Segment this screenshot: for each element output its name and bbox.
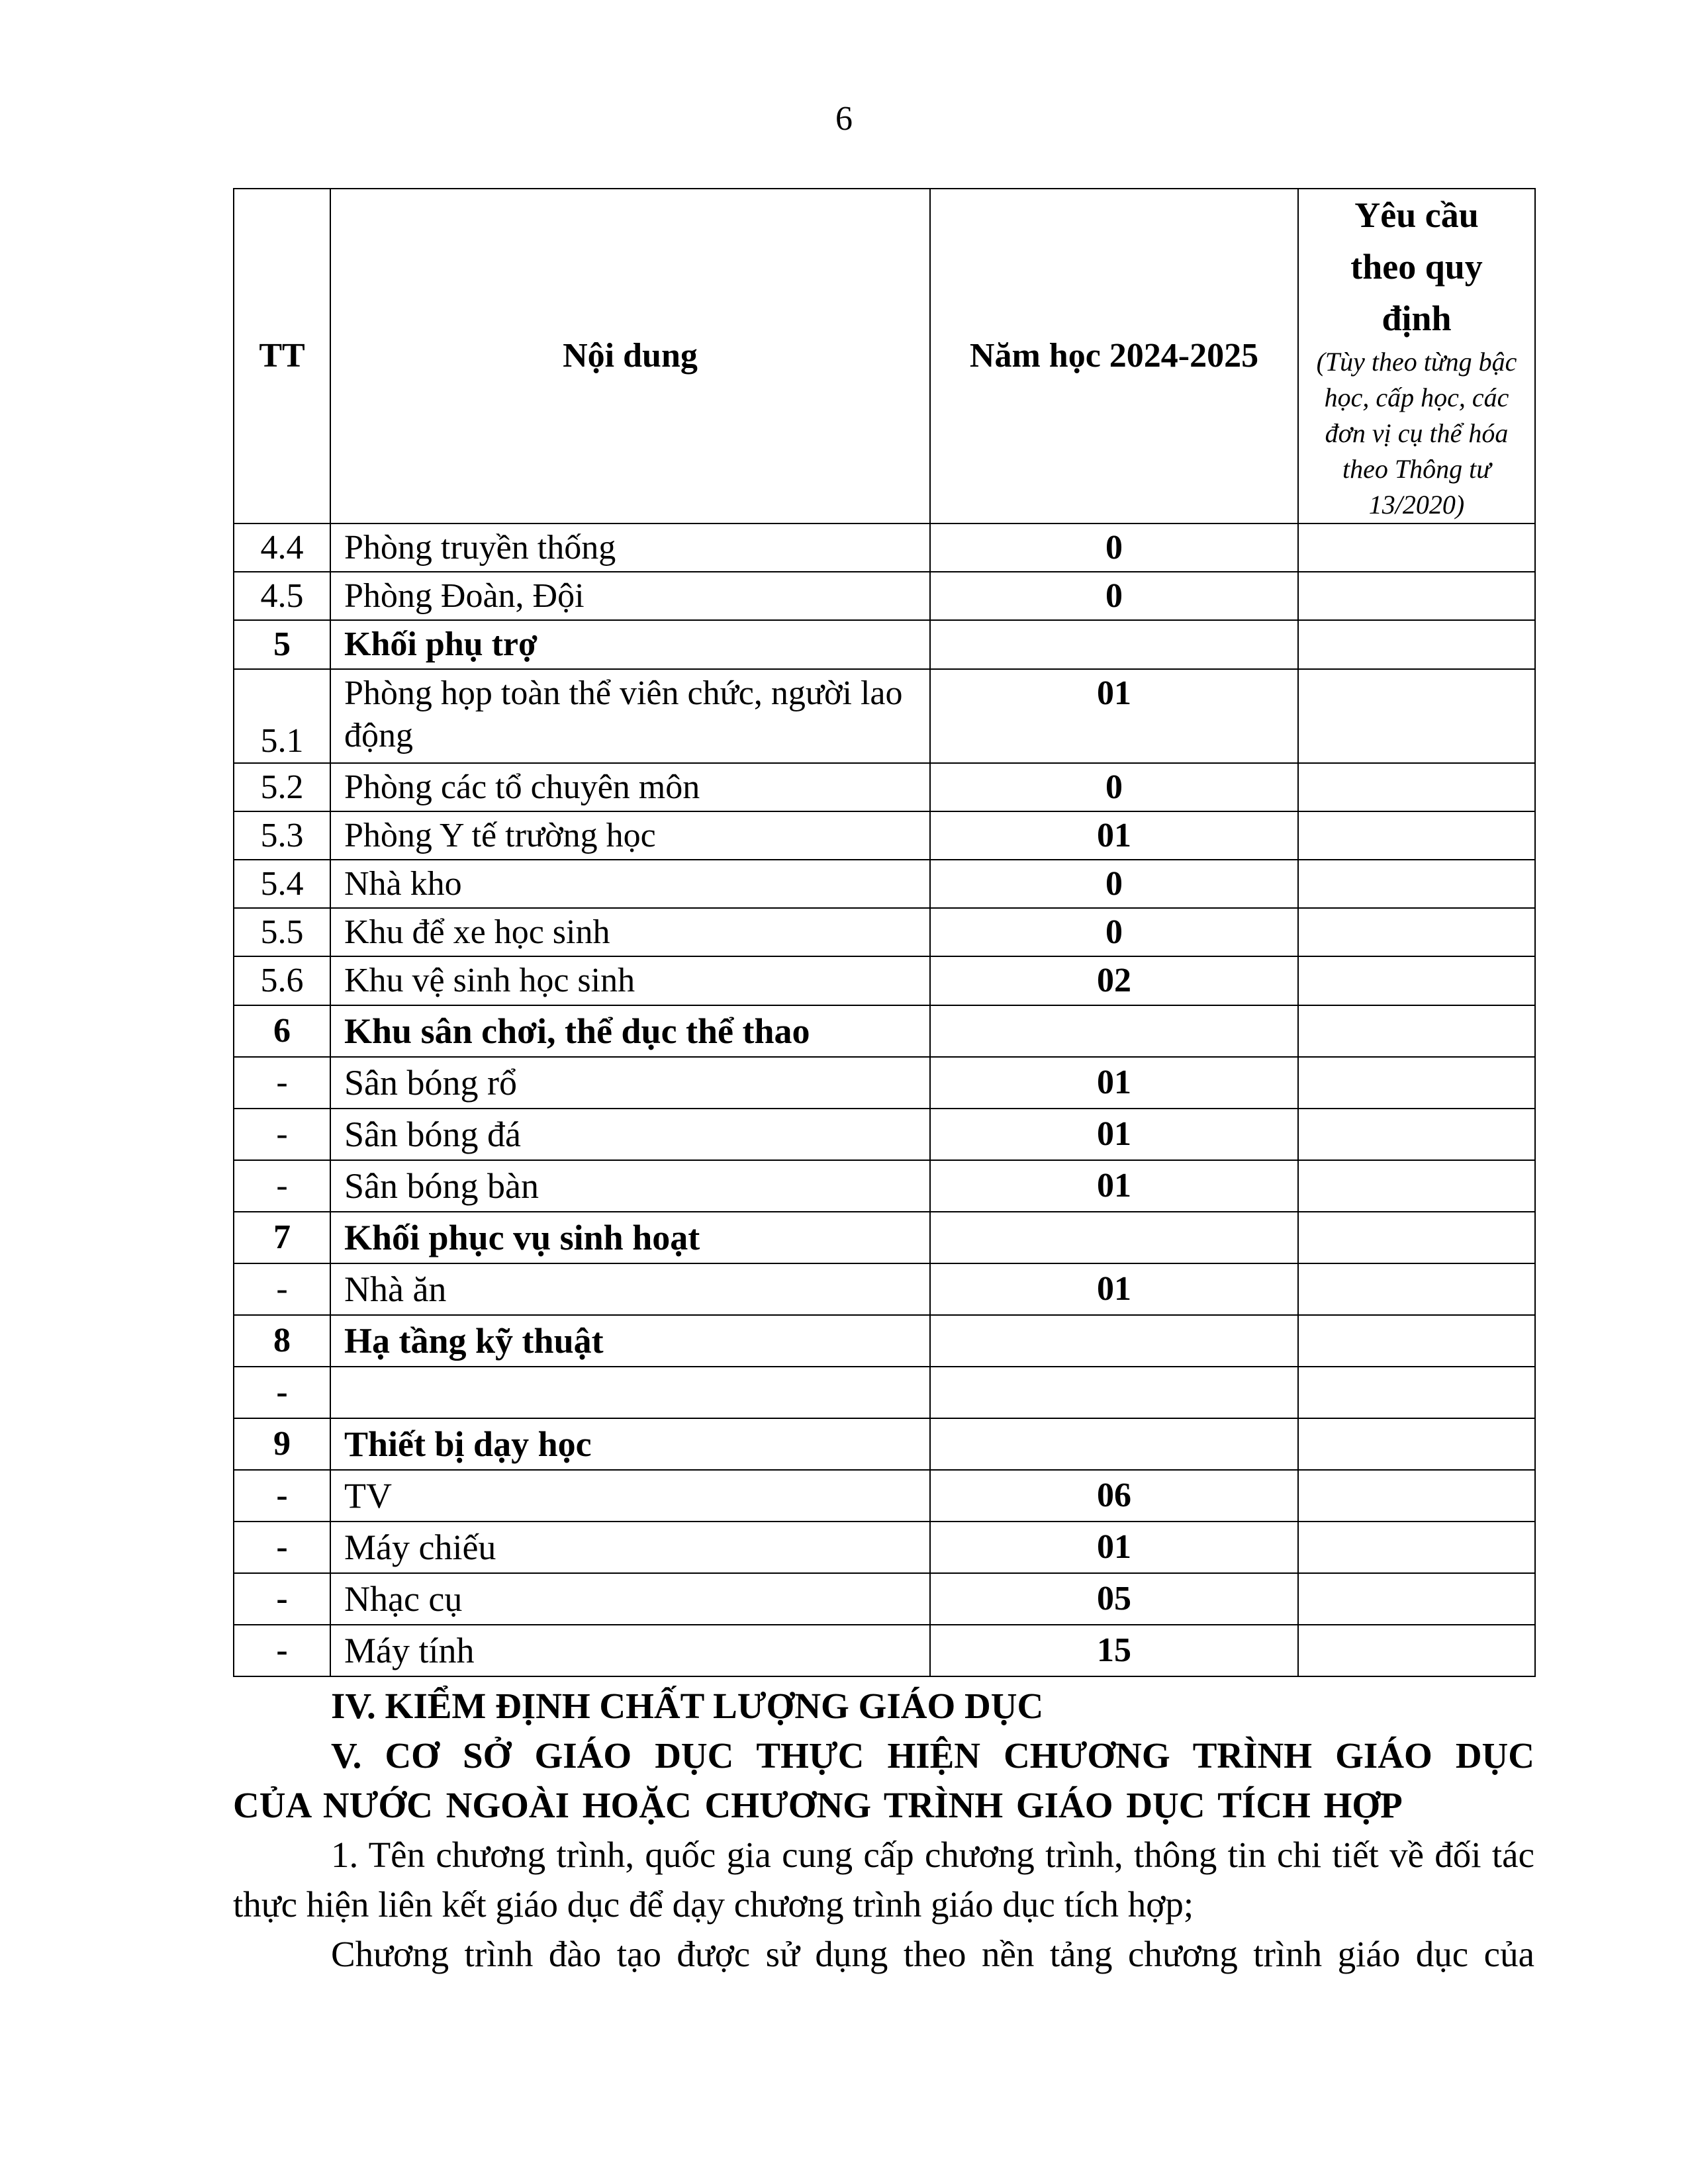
- row-requirement: [1298, 1470, 1535, 1522]
- row-value: 01: [930, 669, 1298, 763]
- row-content: Sân bóng bàn: [330, 1160, 930, 1212]
- row-tt: 5.4: [234, 860, 330, 908]
- row-content: Khu để xe học sinh: [330, 908, 930, 956]
- table-row: [234, 1573, 1535, 1625]
- table-row: [234, 1315, 1535, 1367]
- table-row: [234, 1005, 1535, 1057]
- row-requirement: [1298, 620, 1535, 669]
- row-value: 01: [930, 1109, 1298, 1160]
- row-content: Phòng truyền thống: [330, 523, 930, 572]
- row-tt: 6: [234, 1005, 330, 1057]
- row-tt: 5: [234, 620, 330, 669]
- row-content: Khu sân chơi, thể dục thể thao: [330, 1005, 930, 1057]
- row-content: TV: [330, 1470, 930, 1522]
- row-content: Nhà ăn: [330, 1263, 930, 1315]
- table-row: [234, 620, 1535, 669]
- row-value: 05: [930, 1573, 1298, 1625]
- row-value: [930, 1212, 1298, 1263]
- row-tt: -: [234, 1470, 330, 1522]
- row-value: [930, 1367, 1298, 1418]
- row-value: 01: [930, 811, 1298, 860]
- table-row: [234, 523, 1535, 572]
- row-value: 01: [930, 1057, 1298, 1109]
- row-content: Phòng Đoàn, Đội: [330, 572, 930, 620]
- row-value: [930, 1418, 1298, 1470]
- requirement-line-3: định: [1382, 298, 1452, 338]
- row-content: Sân bóng rổ: [330, 1057, 930, 1109]
- row-value: 01: [930, 1263, 1298, 1315]
- table-row: [234, 1625, 1535, 1676]
- row-tt: -: [234, 1522, 330, 1573]
- row-value: 0: [930, 860, 1298, 908]
- row-tt: 9: [234, 1418, 330, 1470]
- row-requirement: [1298, 1109, 1535, 1160]
- row-content: Máy tính: [330, 1625, 930, 1676]
- paragraph-1: 1. Tên chương trình, quốc gia cung cấp chương trình, thông tin chi tiết về đối tác thực hiện liên kết giáo dục để dạy chương trình giáo dục tích hợp;: [233, 1835, 1534, 1925]
- table-row: [234, 811, 1535, 860]
- table-row: [234, 1160, 1535, 1212]
- table-row: [234, 908, 1535, 956]
- row-content: Phòng Y tế trường học: [330, 811, 930, 860]
- row-tt: -: [234, 1160, 330, 1212]
- row-requirement: [1298, 811, 1535, 860]
- row-value: [930, 1315, 1298, 1367]
- row-tt: 5.6: [234, 956, 330, 1005]
- section-iv-heading: IV. KIỂM ĐỊNH CHẤT LƯỢNG GIÁO DỤC: [331, 1686, 1044, 1726]
- row-value: 02: [930, 956, 1298, 1005]
- row-content: Nhạc cụ: [330, 1573, 930, 1625]
- row-tt: -: [234, 1573, 330, 1625]
- row-content: Nhà kho: [330, 860, 930, 908]
- row-value: 15: [930, 1625, 1298, 1676]
- row-tt: 4.5: [234, 572, 330, 620]
- table-row: [234, 1470, 1535, 1522]
- paragraph-2: Chương trình đào tạo được sử dụng theo nền tảng chương trình giáo dục của: [331, 1934, 1534, 1974]
- row-requirement: [1298, 956, 1535, 1005]
- row-value: 01: [930, 1160, 1298, 1212]
- row-tt: 5.5: [234, 908, 330, 956]
- table-row: [234, 1263, 1535, 1315]
- row-requirement: [1298, 1263, 1535, 1315]
- table-row: [234, 669, 1535, 763]
- table-row: [234, 860, 1535, 908]
- row-requirement: [1298, 1160, 1535, 1212]
- row-requirement: [1298, 860, 1535, 908]
- facilities-table: [233, 188, 1536, 1677]
- row-requirement: [1298, 1057, 1535, 1109]
- row-value: 01: [930, 1522, 1298, 1573]
- row-content: Khối phục vụ sinh hoạt: [330, 1212, 930, 1263]
- table-row: [234, 1522, 1535, 1573]
- requirement-line-2: theo quy: [1350, 247, 1483, 287]
- header-tt: TT: [234, 189, 330, 523]
- row-requirement: [1298, 1573, 1535, 1625]
- row-requirement: [1298, 1367, 1535, 1418]
- table-row: [234, 1367, 1535, 1418]
- row-content: [330, 1367, 930, 1418]
- table-row: [234, 1109, 1535, 1160]
- row-content: Sân bóng đá: [330, 1109, 930, 1160]
- table-row: [234, 572, 1535, 620]
- header-requirement: [1298, 189, 1535, 523]
- table-row: [234, 1057, 1535, 1109]
- section-v-heading-line-2: CỦA NƯỚC NGOÀI HOẶC CHƯƠNG TRÌNH GIÁO DỤC TÍCH HỢP: [233, 1785, 1403, 1825]
- row-value: [930, 1005, 1298, 1057]
- header-content: Nội dung: [330, 189, 930, 523]
- header-year: Năm học 2024-2025: [930, 189, 1298, 523]
- body-text: [233, 1681, 1534, 1979]
- row-tt: 5.3: [234, 811, 330, 860]
- row-tt: 4.4: [234, 523, 330, 572]
- row-tt: -: [234, 1625, 330, 1676]
- row-tt: -: [234, 1367, 330, 1418]
- row-content: Khối phụ trợ: [330, 620, 930, 669]
- row-value: 0: [930, 763, 1298, 811]
- table-row: [234, 1212, 1535, 1263]
- row-value: 06: [930, 1470, 1298, 1522]
- row-content: Hạ tầng kỹ thuật: [330, 1315, 930, 1367]
- row-content: Phòng họp toàn thể viên chức, người lao động: [330, 669, 930, 763]
- row-requirement: [1298, 763, 1535, 811]
- row-content: Thiết bị dạy học: [330, 1418, 930, 1470]
- requirement-note: (Tùy theo từng bậc học, cấp học, các đơn vị cụ thể hóa theo Thông tư 13/2020): [1316, 347, 1517, 520]
- row-requirement: [1298, 1212, 1535, 1263]
- table-row: [234, 1418, 1535, 1470]
- page-number: 6: [835, 100, 853, 138]
- row-value: 0: [930, 523, 1298, 572]
- row-tt: -: [234, 1263, 330, 1315]
- row-tt: -: [234, 1109, 330, 1160]
- row-requirement: [1298, 908, 1535, 956]
- row-requirement: [1298, 669, 1535, 763]
- section-v-heading-line-1: V. CƠ SỞ GIÁO DỤC THỰC HIỆN CHƯƠNG TRÌNH GIÁO DỤC: [331, 1735, 1534, 1776]
- row-requirement: [1298, 1005, 1535, 1057]
- row-value: [930, 620, 1298, 669]
- table-row: [234, 763, 1535, 811]
- row-tt: 5.1: [234, 669, 330, 763]
- row-requirement: [1298, 1418, 1535, 1470]
- row-tt: 8: [234, 1315, 330, 1367]
- row-content: Phòng các tổ chuyên môn: [330, 763, 930, 811]
- row-content: Máy chiếu: [330, 1522, 930, 1573]
- table-row: [234, 956, 1535, 1005]
- row-requirement: [1298, 1625, 1535, 1676]
- row-requirement: [1298, 1522, 1535, 1573]
- row-value: 0: [930, 572, 1298, 620]
- row-value: 0: [930, 908, 1298, 956]
- row-requirement: [1298, 523, 1535, 572]
- row-requirement: [1298, 1315, 1535, 1367]
- row-tt: 7: [234, 1212, 330, 1263]
- row-tt: 5.2: [234, 763, 330, 811]
- row-tt: -: [234, 1057, 330, 1109]
- row-content: Khu vệ sinh học sinh: [330, 956, 930, 1005]
- requirement-line-1: Yêu cầu: [1354, 195, 1479, 235]
- row-requirement: [1298, 572, 1535, 620]
